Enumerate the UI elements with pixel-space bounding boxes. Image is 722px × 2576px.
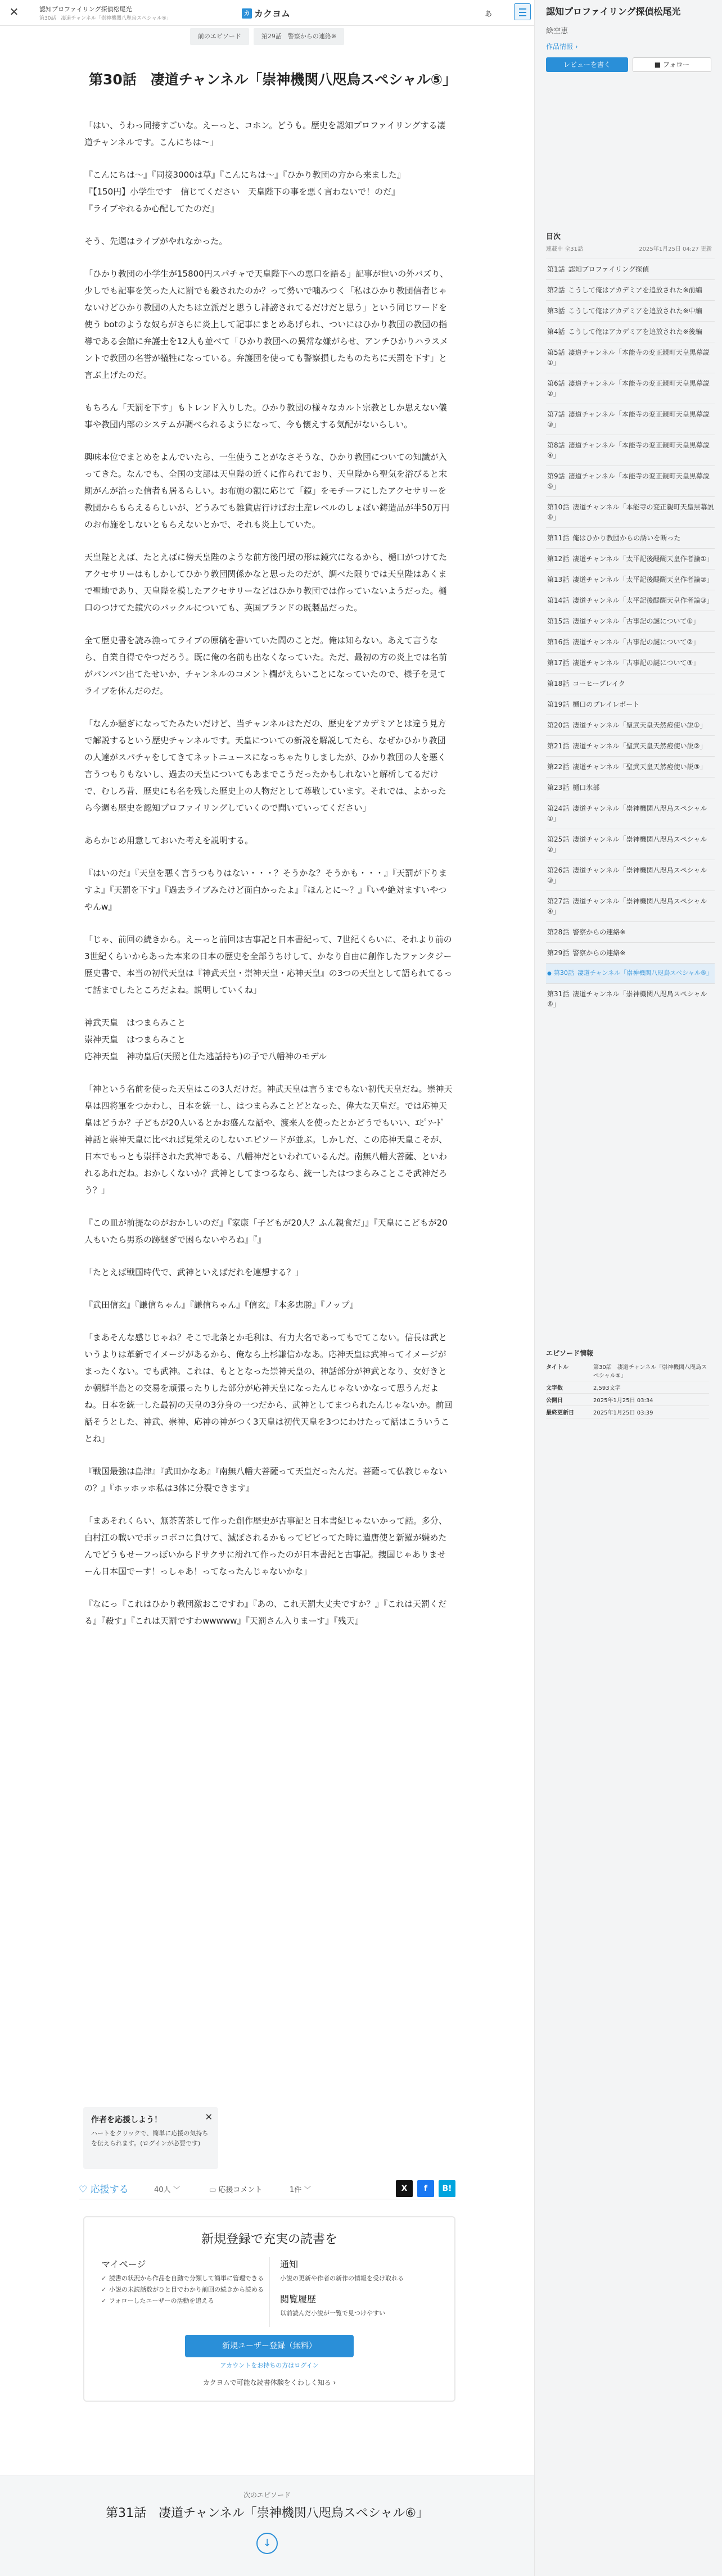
mypage-feature: ✓ 小説の未読話数がひと目でわかり前回の続きから読める: [101, 2285, 269, 2294]
episode-info-row: [546, 1406, 709, 1418]
toc-item[interactable]: [546, 860, 715, 891]
toc-item-number: 第11話: [547, 534, 570, 542]
toc-item-number: 第23話: [547, 784, 570, 792]
toc-item-number: 第30話: [553, 969, 574, 977]
support-prompt-desc: ハートをクリックで、簡単に応援の気持ちを伝えられます。(ログインが必要です): [91, 2130, 209, 2147]
toc-item[interactable]: [546, 569, 715, 590]
login-link[interactable]: アカウントをお持ちの方はログイン: [220, 2362, 319, 2370]
share-buttons: [396, 2180, 455, 2197]
toc-item-title: 凄道チャンネル「古事記の謎について①」: [572, 617, 700, 625]
toc-status: 連載中 全31話: [546, 246, 583, 252]
toc-item-title: 凄道チャンネル「崇神機関八咫烏スペシャル④」: [547, 897, 707, 915]
episode-info-key: 文字数: [546, 1385, 563, 1391]
toc-item[interactable]: [546, 373, 715, 404]
toc-item-number: 第14話: [547, 596, 570, 604]
toc-item-title: 凄道チャンネル「崇神機関八咫烏スペシャル⑤」: [577, 969, 712, 977]
toc-item-number: 第18話: [547, 680, 570, 688]
toc-item-number: 第1話: [547, 265, 565, 273]
episode-info-row: [546, 1381, 709, 1394]
toc-item-title: 凄道チャンネル「崇神機関八咫烏スペシャル⑥」: [547, 989, 707, 1008]
episode-info-key: 公開日: [546, 1398, 563, 1404]
notify-desc: 小説の更新や作者の新作の情報を受け取れる: [279, 2275, 404, 2282]
toc-item-title: 樋口氷部: [572, 784, 600, 792]
toc-item[interactable]: [546, 694, 715, 715]
toc-item[interactable]: [546, 735, 715, 756]
toc-item[interactable]: [546, 611, 715, 631]
toc-item-number: 第10話: [547, 503, 570, 511]
history-title: 閲覧履歴: [279, 2294, 316, 2305]
toc-item[interactable]: [546, 548, 715, 569]
toc-item-title: 凄道チャンネル「崇神機関八咫烏スペシャル②」: [547, 835, 707, 853]
toc-item-number: 第27話: [547, 897, 570, 905]
toc-item[interactable]: [546, 652, 715, 673]
cheer-button[interactable]: ♡ 応援する: [79, 2184, 129, 2195]
hatena-bookmark-icon[interactable]: B!: [439, 2180, 455, 2197]
toc-item[interactable]: [546, 631, 715, 652]
toc-item-title: 凄道チャンネル「本能寺の変正親町天皇黒幕説②」: [547, 379, 710, 397]
paragraph: 興味本位でまとめをよんでいたら、一生使うことがなさそうな、ひかり教団についての知識が入ってきた。なんでも、全国の支部は天皇陛の近くに作られており、天皇陛から聖気を浴びると末期がんが治った信者も居るらしい。お布施の額に応じて「鏡」をモチーフにしたアクセサリーを教団からもらえるらしいが、どうみても雑貨店行けばお土産レベルのしょぼい鋳造品が半50万円のお布施をしないともらえないとかで、それも炎上していた。: [84, 452, 450, 530]
paragraph: 「なんか騒ぎになってたみたいだけど、当チャンネルはただの、歴史をアカデミアとは違う見方で解説するという歴史チャンネルです。天皇についての新説を解説してたら、なぜかひかり教団の人達がスパチャをしてきてネットニュースになっちゃたりしましたが、ひかり教団の人を悪く言うつもりもないし、過去の天皇についてもあまでこうだったかもしれないと解析してるだけで、むしろ昔、歴史にも名を残した歴史上の人物だとして尊敬しています。それでは、よかったら今週も歴史を認知プロファイリングしていくので聞いていってください」: [84, 718, 446, 813]
paragraph: 神武天皇 はつまらみこと 崇神天皇 はつまらみこと 応神天皇 神功皇后(天照と仕た逃話持ち)の子で八幡神のモデル: [84, 1018, 327, 1061]
toc-item-number: 第13話: [547, 576, 570, 584]
toc-item-number: 第26話: [547, 866, 570, 874]
paragraph: 『武田信玄』『謙信ちゃん』『謙信ちゃん』『信玄』『本多忠勝』『ノップ』: [84, 1300, 358, 1310]
prev-episode-link[interactable]: 前のエピソード: [190, 28, 249, 45]
cheer-comment-button[interactable]: ▭ 応援コメント: [209, 2186, 263, 2194]
toc-item[interactable]: [546, 590, 715, 611]
toc-item[interactable]: [546, 942, 715, 963]
toc-item-number: 第5話: [547, 349, 565, 356]
toc-item[interactable]: [546, 279, 715, 300]
toc-item-title: こうして俺はアカデミアを追放された※中編: [568, 307, 702, 315]
toc-item[interactable]: [546, 798, 715, 829]
notify-title: 通知: [279, 2259, 298, 2270]
episode-info-value: 2025年1月25日 03:39: [593, 1410, 653, 1416]
toc-item[interactable]: [546, 715, 715, 735]
toc-item[interactable]: [546, 891, 715, 921]
toc-item[interactable]: [546, 829, 715, 860]
mypage-title: マイページ: [101, 2259, 146, 2270]
toc-item-number: 第2話: [547, 286, 565, 294]
header-episode-breadcrumb: 第30話 凄道チャンネル「崇神機関八咫烏スペシャル⑤」: [39, 16, 172, 21]
toc-item[interactable]: [546, 527, 715, 548]
history-desc: 以前読んだ小説が一覧で見つけやすい: [279, 2310, 385, 2317]
toc-item-number: 第7話: [547, 410, 565, 418]
next-episode-label: 次のエピソード: [243, 2491, 291, 2499]
toc-item-title: こうして俺はアカデミアを追放された※後編: [568, 328, 702, 336]
paragraph: 「たとえば戦国時代で、武神といえばだれを連想する？」: [84, 1267, 304, 1277]
signup-heading: 新規登録で充実の読書を: [201, 2232, 337, 2247]
toc-item-title: 警察からの連絡※: [572, 928, 626, 936]
support-prompt-title: 作者を応援しよう！: [91, 2116, 162, 2125]
close-icon[interactable]: ✕: [9, 5, 19, 19]
toc-item[interactable]: [546, 673, 715, 694]
sidebar-author[interactable]: 絵空恵: [546, 27, 568, 35]
toc-item[interactable]: [546, 435, 715, 466]
toc-list: [546, 259, 715, 1014]
episode-info-key: 最終更新日: [546, 1410, 574, 1416]
logo-mark-icon: カ: [242, 8, 252, 19]
toc-item[interactable]: [546, 963, 715, 983]
toc-item-title: 凄道チャンネル「古事記の謎について②」: [572, 638, 700, 646]
toc-menu-icon[interactable]: [514, 3, 531, 20]
toc-item-number: 第4話: [547, 328, 565, 336]
header-work-title[interactable]: 認知プロファイリング探偵松尾光: [39, 6, 132, 13]
toc-item-title: 樋口のプレイレポート: [572, 701, 640, 708]
notify-column: [269, 2257, 437, 2327]
toc-item-number: 第16話: [547, 638, 570, 646]
episode-nav: [0, 28, 534, 45]
register-button[interactable]: 新規ユーザー登録（無料）: [185, 2335, 354, 2357]
episode-info-value: 2025年1月25日 03:34: [593, 1398, 653, 1404]
paragraph: 『こんにちは〜』『同接3000は草』『こんにちは〜』『ひかり教団の方から来ました』 『【150円】小学生です 信じてください 天皇陛下の事を悪く言わないで！のだ』 『ライブやれるか心配してたのだ』: [84, 170, 405, 214]
work-info-link[interactable]: 作品情報 ›: [546, 43, 578, 51]
toc-item-number: 第3話: [547, 307, 565, 315]
follow-button[interactable]: ■ フォロー: [633, 57, 711, 72]
paragraph: 「神という名前を使った天皇はこの3人だけだ。神武天皇は言うまでもない初代天皇だね。崇神天皇は四将軍をつかわし、日本を統一し、はつまらみことどとなった、偉大な天皇だ。では応神天皇はどうか？子どもが20人いるとかお盛んな話や、渡来人を使ったとかどうでもいい、ｴﾋﾟｿｰﾄﾞ 神話と崇神天皇に比べれば見栄えのしないエピソードが並ぶ。しかしだ、この応神天皇こそが、日本でもっとも崇拝された武神である、八幡神だといわれているんだ。南無八幡大菩薩、といわれるあれだね。おかしくないか？武神としてまつるなら、統一したはつまらみことこそ武神だろう？」: [84, 1084, 454, 1195]
font-settings-button[interactable]: あ: [485, 10, 493, 19]
signup-panel: [83, 2216, 455, 2402]
toc-item-number: 第22話: [547, 763, 570, 771]
toc-item-number: 第25話: [547, 835, 570, 843]
toc-item-title: 凄道チャンネル「崇神機関八咫烏スペシャル①」: [547, 805, 707, 822]
toc-item-number: 第24話: [547, 805, 570, 812]
toc-item-number: 第15話: [547, 617, 570, 625]
toc-item-title: 凄道チャンネル「太平記後醍醐天皇作者論①」: [572, 555, 714, 563]
paragraph: もちろん「天罰を下す」もトレンド入りした。ひかり教団の様々なカルト宗教としか思えない儀事や教団内部のシステムが調べられるようになって、今も懐えする気配がないらしい。: [84, 403, 447, 430]
mypage-feature: ✓ フォローしたユーザーの活動を追える: [101, 2296, 269, 2306]
toc-item-number: 第28話: [547, 928, 570, 936]
facebook-share-icon[interactable]: f: [417, 2180, 434, 2197]
reading-guide-link[interactable]: カクヨムで可能な読書体験をくわしく知る ›: [202, 2379, 336, 2387]
episode-info-value: 第30話 凄道チャンネル「崇神機関八咫烏スペシャル⑤」: [593, 1364, 707, 1379]
episode-info-table: [546, 1361, 709, 1418]
cheer-count-toggle[interactable]: 40人 ﹀: [154, 2186, 180, 2194]
mypage-feature: ✓ 読書の状況から作品を自動で分類して簡単に管理できる: [101, 2274, 269, 2283]
logo-text: カクヨム: [254, 8, 291, 19]
toc-item-title: 凄道チャンネル「太平記後醍醐天皇作者論②」: [572, 576, 714, 584]
mypage-column: [101, 2257, 269, 2327]
toc-item[interactable]: [546, 756, 715, 777]
toc-item-title: 凄道チャンネル「本能寺の変正親町天皇黒幕説⑥」: [547, 503, 714, 521]
paragraph: 『なにっ『これはひかり教団激おこですわ』『あの、これ天罰大丈夫ですか？』『これは天罰くだる』『殺す』『これは天罰ですわwwwww』『天罰さん入りまーす』『残天』: [84, 1599, 447, 1626]
toc-item-number: 第19話: [547, 701, 570, 708]
toc-item-title: 凄道チャンネル「本能寺の変正親町天皇黒幕説③」: [547, 410, 710, 428]
paragraph: あらかじめ用意しておいた考えを説明する。: [84, 835, 254, 846]
episode-info-key: タイトル: [546, 1364, 568, 1371]
toc-item-title: 凄道チャンネル「崇神機関八咫烏スペシャル③」: [547, 866, 707, 884]
paragraph: 『この皿が前提なのがおかしいのだ』『家康「子どもが20人？ふん親食だ」』『天皇にこどもが20人もいたら男系の跡継ぎで困らないやろね』『』: [84, 1218, 448, 1245]
paragraph: そう、先週はライブがやれなかった。: [84, 236, 228, 246]
next-episode-title[interactable]: 第31話 凄道チャンネル「崇神機関八咫烏スペシャル⑥」: [106, 2506, 428, 2520]
kakuyomu-logo[interactable]: [242, 7, 290, 20]
toc-item[interactable]: [546, 404, 715, 435]
paragraph: 『はいのだ』『天皇を悪く言うつもりはない・・・？そうかな？そうかも・・・』『天罰が下りますよ』『天罰を下す』『過去ライブみたけど面白かったよ』『ほんとに〜？』『いや絶対ますいやつやんw』: [84, 868, 448, 912]
paragraph: 「はい、うわっ同接すごいな。えーっと、コホン。どうも。歴史を認知プロファイリングする凄道チャンネルです。こんにちは〜」: [84, 120, 446, 147]
toc-item-number: 第21話: [547, 742, 570, 750]
toc-item-title: 凄道チャンネル「古事記の謎について③」: [572, 659, 700, 667]
paragraph: 「まあそれくらい、無茶苦茶して作った創作歴史が古事記と日本書紀じゃないかって話。多分、白村江の戦いでボッコボコに負けて、滅ぼされるかもってビビってた時に遣唐使と新羅が嫌めたんでどうもせーフっぽいからドサクサに紛れて作ったのが日本書紀と古事記。捜国じゃありませーん日本国でーす！っしゃあ！ってなったんじゃないかな」: [84, 1516, 448, 1576]
close-icon[interactable]: ✕: [205, 2112, 213, 2122]
toc-item-number: 第6話: [547, 379, 565, 387]
toc-item[interactable]: [546, 777, 715, 798]
toc-item-title: 警察からの連絡※: [572, 949, 626, 957]
paragraph: 『戦国最強は島津』『武田かなあ』『南無八幡大菩薩って天皇だったんだ。菩薩って仏教じゃないの？』『ホッホッホ私は3体に分裂できます』: [84, 1466, 448, 1493]
toc-item-title: 凄道チャンネル「本能寺の変正親町天皇黒幕説①」: [547, 349, 710, 367]
toc-item-number: 第12話: [547, 555, 570, 563]
episode-info-heading: エピソード情報: [546, 1349, 594, 1357]
x-share-icon[interactable]: X: [396, 2180, 413, 2197]
paragraph: 「まあそんな感じじゃね？そこで北条とか毛利は、有力大名であってもでてこない。信長は武というよりは革新でイメージがあるから、俺なら上杉謙信かなあ。応神天皇は武神ってイメージがまったくない。でも武神。これは、もととなった崇神天皇の、神話部分が神武となり、女好きとか朝鮮半島との交易を頑張ったりした部分が応神天皇になったんじゃないかなって思うんだよね。日本を統一した最初の天皇の3分身の一つだから、武神としてまつられたんじゃないか。前回話そうとした、神武、崇神、応神の神がつく3天皇は初代天皇を3つにわけたって話はこういうことね」: [84, 1332, 453, 1444]
prev-episode-title-link[interactable]: 第29話 警察からの連絡※: [254, 28, 344, 45]
episode-title: 第30話 凄道チャンネル「崇神機関八咫烏スペシャル⑤」: [89, 71, 457, 88]
toc-item-title: コーヒーブレイク: [572, 680, 625, 688]
toc-item[interactable]: [546, 300, 715, 321]
comment-count-toggle[interactable]: 1件 ﹀: [290, 2186, 312, 2194]
toc-item-number: 第29話: [547, 949, 570, 957]
arrow-down-icon[interactable]: ↓: [256, 2533, 278, 2554]
paragraph: 「ひかり教団の小学生が15800円スパチャで天皇陛下への悪口を語る」記事が世いの外バズり、少しでも記事を笑った人に罰でも殺されたのか？って勢いで噛みつく「私はひかり教団信者じゃないけどひかり教団の人たちは立派だと思うし誹謗されてるだけだと思う」という同じワードを使う botのような奴らがさらに炎上して記事にまとめあげられ、ついにはひかり教団の教団の指導である会館に弁護士を12人も並べて「ひかり教団への異常な嫌がらせ、アンチひかりハラスメントで教団の名誉が犠牲になっている。弁護団を使っても警察損したものたちに天罰を下す」と言ぶ上げたのだ。: [84, 269, 449, 380]
sidebar-work-title[interactable]: 認知プロファイリング探偵松尾光: [546, 6, 681, 17]
episode-info-row: [546, 1361, 709, 1381]
toc-item[interactable]: [546, 921, 715, 942]
toc-item-number: 第17話: [547, 659, 570, 667]
toc-item-number: 第8話: [547, 441, 565, 449]
toc-item[interactable]: [546, 259, 715, 279]
toc-meta: [546, 244, 712, 252]
top-header: [0, 0, 534, 26]
toc-item-title: 凄道チャンネル「聖武天皇天然痘使い説③」: [572, 763, 707, 771]
toc-item-title: 認知プロファイリング探偵: [568, 265, 649, 273]
episode-info-value: 2,593文字: [593, 1385, 621, 1391]
sidebar: [534, 0, 722, 2576]
episode-actions: [79, 2179, 455, 2199]
toc-updated: 2025年1月25日 04:27 更新: [639, 246, 712, 252]
paragraph: 「じゃ、前回の続きから。えーっと前回は古事記と日本書紀って、7世紀くらいに、それより前の3世紀くらいからあった本来の日本の歴史を全部うちけして、かなり自由に創作したファンタジー歴史書で、本当の初代天皇は『神武天皇・崇神天皇・応神天皇』の3つの天皇として語られてるって話までしたところだよね。説明していくね」: [84, 934, 453, 995]
toc-heading: 目次: [546, 233, 561, 241]
episode-body: [84, 56, 457, 1645]
toc-item[interactable]: [546, 496, 715, 527]
toc-item-number: 第9話: [547, 472, 565, 480]
toc-item[interactable]: [546, 466, 715, 496]
support-prompt-card: [83, 2107, 218, 2169]
toc-item[interactable]: [546, 342, 715, 373]
paragraph: 天皇陛とえば、たとえばに傍天皇陛のような前方後円墳の形は鏡穴になるから、樋口がつけてたアクセサリーはもしかしてひかり教団関係かなと思ったのだが、調べた限りでは天皇陛はあくまで聖地であり、天皇陛を模したアクセサリーなどはひかり教団では作っていないようだった。樋口のつけてた鏡穴のバックルについても、英国ブランドの既製品だった。: [84, 552, 448, 613]
toc-item-title: 凄道チャンネル「聖武天皇天然痘使い説②」: [572, 742, 707, 750]
toc-item-title: 俺はひかり教団からの誘いを断った: [572, 534, 681, 542]
episode-info-row: [546, 1394, 709, 1406]
toc-item-title: 凄道チャンネル「本能寺の変正親町天皇黒幕説④」: [547, 441, 710, 459]
toc-item-number: 第31話: [547, 989, 570, 998]
toc-item-title: 凄道チャンネル「本能寺の変正親町天皇黒幕説⑤」: [547, 472, 710, 490]
toc-item-title: 凄道チャンネル「聖武天皇天然痘使い説①」: [572, 721, 707, 729]
toc-item-title: こうして俺はアカデミアを追放された※前編: [568, 286, 702, 294]
toc-item[interactable]: [546, 983, 715, 1014]
write-review-button[interactable]: レビューを書く: [546, 57, 628, 72]
toc-item-number: 第20話: [547, 721, 570, 729]
next-episode-section: [0, 2475, 534, 2576]
toc-item[interactable]: [546, 321, 715, 342]
toc-item-title: 凄道チャンネル「太平記後醍醐天皇作者論③」: [572, 596, 714, 604]
paragraph: 全て歴史書を読み漁ってライブの原稿を書いていた間のことだ。俺は知らない。あえて言うなら、自業自得でやつだろう。既に俺の名前も出なくなっていた。ただ、最初の方の炎上では名前がバンバン出てたせいか、チャンネルのコメント欄がえらいことになっていたので、様子を見てライブを休んだのだ。: [84, 635, 448, 696]
